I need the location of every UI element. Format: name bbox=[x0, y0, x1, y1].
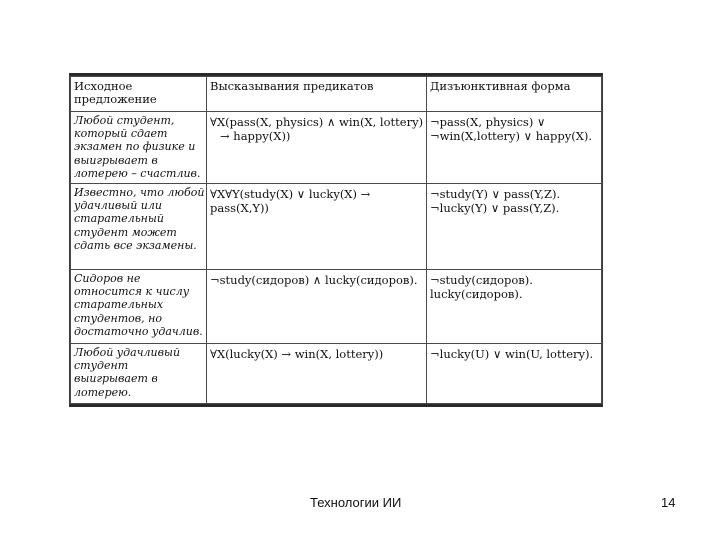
table-row bbox=[71, 270, 602, 344]
text-line: старательный bbox=[74, 212, 164, 226]
table-row bbox=[71, 112, 602, 184]
page-number: 14 bbox=[661, 495, 676, 510]
header-predicate bbox=[207, 77, 427, 112]
text-line: Сидоров не bbox=[74, 272, 141, 285]
cell-disjunctive bbox=[427, 344, 602, 404]
text-line: Известно, что любой bbox=[74, 186, 205, 199]
text-line: ¬study(сидоров) ∧ lucky(сидоров). bbox=[210, 273, 418, 287]
text-line: лотерею. bbox=[74, 385, 132, 399]
header-line: предложение bbox=[74, 92, 157, 106]
text-line: ¬study(Y) ∨ pass(Y,Z). bbox=[430, 187, 561, 201]
cell-source bbox=[71, 184, 207, 270]
text-line: ¬pass(X, physics) ∨ bbox=[430, 115, 546, 129]
text-line: старательных bbox=[74, 298, 164, 312]
cell-source bbox=[71, 112, 207, 184]
text-line: который сдает bbox=[74, 127, 168, 141]
text-line: ∀X(pass(X, physics) ∧ win(X, lottery) bbox=[210, 115, 424, 129]
header-line: Дизъюнктивная форма bbox=[430, 79, 571, 93]
header-source bbox=[71, 77, 207, 112]
text-line: студент bbox=[74, 359, 129, 373]
text-line: ∀X(lucky(X) → win(X, lottery)) bbox=[210, 347, 384, 361]
cell-disjunctive bbox=[427, 270, 602, 344]
text-line: ¬lucky(Y) ∨ pass(Y,Z). bbox=[430, 201, 560, 215]
text-line: экзамен по физике и bbox=[74, 140, 196, 154]
text-line: ¬lucky(U) ∨ win(U, lottery). bbox=[430, 347, 594, 361]
text-line: pass(X,Y)) bbox=[210, 201, 269, 215]
cell-disjunctive bbox=[427, 112, 602, 184]
table-row bbox=[71, 184, 602, 270]
text-line: → happy(X)) bbox=[220, 129, 291, 143]
text-line: достаточно удачлив. bbox=[74, 324, 203, 338]
text-line: lucky(сидоров). bbox=[430, 287, 523, 301]
text-line: Любой удачливый bbox=[74, 346, 181, 359]
text-line: студент может bbox=[74, 225, 177, 239]
text-line: удачливый или bbox=[74, 199, 162, 213]
table-row bbox=[71, 344, 602, 404]
cell-predicate bbox=[207, 112, 427, 184]
logic-table-container bbox=[69, 73, 603, 407]
footer-title: Технологии ИИ bbox=[310, 495, 402, 510]
text-line: сдать все экзамены. bbox=[74, 238, 197, 252]
cell-source bbox=[71, 270, 207, 344]
header-line: Исходное bbox=[74, 79, 133, 93]
text-line: ¬study(сидоров). bbox=[430, 273, 533, 287]
text-line: ∀X∀Y(study(X) ∨ lucky(X) → bbox=[210, 187, 371, 201]
text-line: выигрывает в bbox=[74, 372, 158, 386]
header-disjunctive bbox=[427, 77, 602, 112]
header-line: Высказывания предикатов bbox=[210, 79, 374, 93]
logic-table bbox=[70, 76, 602, 404]
cell-predicate bbox=[207, 184, 427, 270]
cell-predicate bbox=[207, 344, 427, 404]
cell-predicate bbox=[207, 270, 427, 344]
cell-disjunctive bbox=[427, 184, 602, 270]
text-line: относится к числу bbox=[74, 285, 190, 299]
text-line: лотерею – счастлив. bbox=[74, 166, 201, 180]
table-header-row bbox=[71, 77, 602, 112]
text-line: выигрывает в bbox=[74, 153, 158, 167]
cell-source bbox=[71, 344, 207, 404]
text-line: студентов, но bbox=[74, 311, 163, 325]
text-line: Любой студент, bbox=[74, 114, 175, 127]
text-line: ¬win(X,lottery) ∨ happy(X). bbox=[430, 129, 593, 143]
